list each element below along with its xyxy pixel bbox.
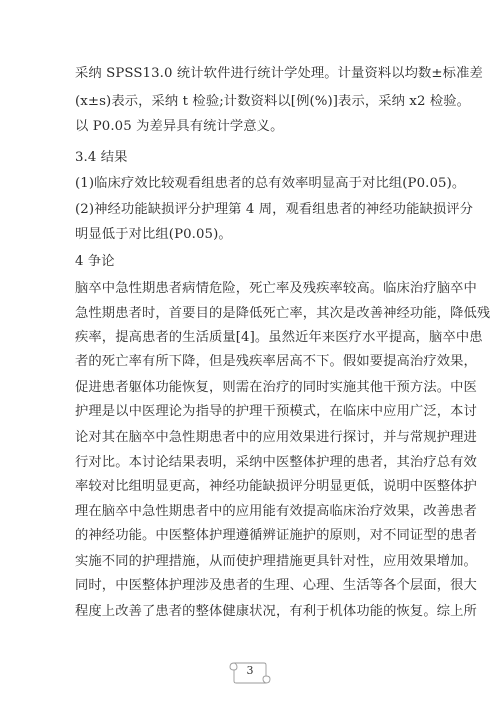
text-line: 以 P0.05 为差异具有统计学意义。 — [75, 119, 284, 134]
text-line: 护理是以中医理论为指导的护理干预模式，在临床中应用广泛，本讨 — [75, 404, 477, 419]
page-number-badge — [226, 658, 274, 686]
text-line: (2)神经功能缺损评分护理第 4 周，观看组患者的神经功能缺损评分 — [75, 202, 474, 217]
text-line: 4 争论 — [75, 254, 115, 269]
text-line: 明显低于对比组(P0.05)。 — [75, 227, 232, 242]
text-line: 急性期患者时，首要目的是降低死亡率，其次是改善神经功能，降低残 — [75, 306, 491, 321]
text-line: 促进患者躯体功能恢复，则需在治疗的同时实施其他干预方法。中医 — [75, 380, 477, 395]
text-line: 脑卒中急性期患者病情危险，死亡率及残疾率较高。临床治疗脑卒中 — [75, 281, 477, 296]
text-line: 率较对比组明显更高，神经功能缺损评分明显更低，说明中医整体护 — [75, 479, 477, 494]
text-line: 者的死亡率有所下降，但是残疾率居高不下。假如要提高治疗效果， — [75, 354, 477, 369]
text-line: 程度上改善了患者的整体健康状况，有利于机体功能的恢复。综上所 — [75, 604, 477, 619]
text-line: (x±s)表示，采纳 t 检验;计数资料以[例(%)]表示，采纳 x2 检验。 — [75, 94, 471, 109]
text-line: 3.4 结果 — [75, 150, 128, 165]
text-line: (1)临床疗效比较观看组患者的总有效率明显高于对比组(P0.05)。 — [75, 176, 466, 191]
text-line: 论对其在脑卒中急性期患者中的应用效果进行探讨，并与常规护理进 — [75, 430, 477, 445]
text-line: 同时，中医整体护理涉及患者的生理、心理、生活等各个层面，很大 — [75, 578, 477, 593]
text-line: 疾率，提高患者的生活质量[4]。虽然近年来医疗水平提高，脑卒中患 — [75, 330, 483, 345]
text-line: 实施不同的护理措施，从而使护理措施更具针对性，应用效果增加。 — [75, 554, 477, 569]
page-number: 3 — [246, 664, 254, 677]
text-line: 理在脑卒中急性期患者中的应用能有效提高临床治疗效果，改善患者 — [75, 504, 477, 519]
text-line: 的神经功能。中医整体护理遵循辨证施护的原则，对不同证型的患者 — [75, 528, 477, 543]
text-line: 采纳 SPSS13.0 统计软件进行统计学处理。计量资料以均数±标准差 — [75, 66, 483, 81]
text-line: 行对比。本讨论结果表明，采纳中医整体护理的患者，其治疗总有效 — [75, 455, 477, 470]
